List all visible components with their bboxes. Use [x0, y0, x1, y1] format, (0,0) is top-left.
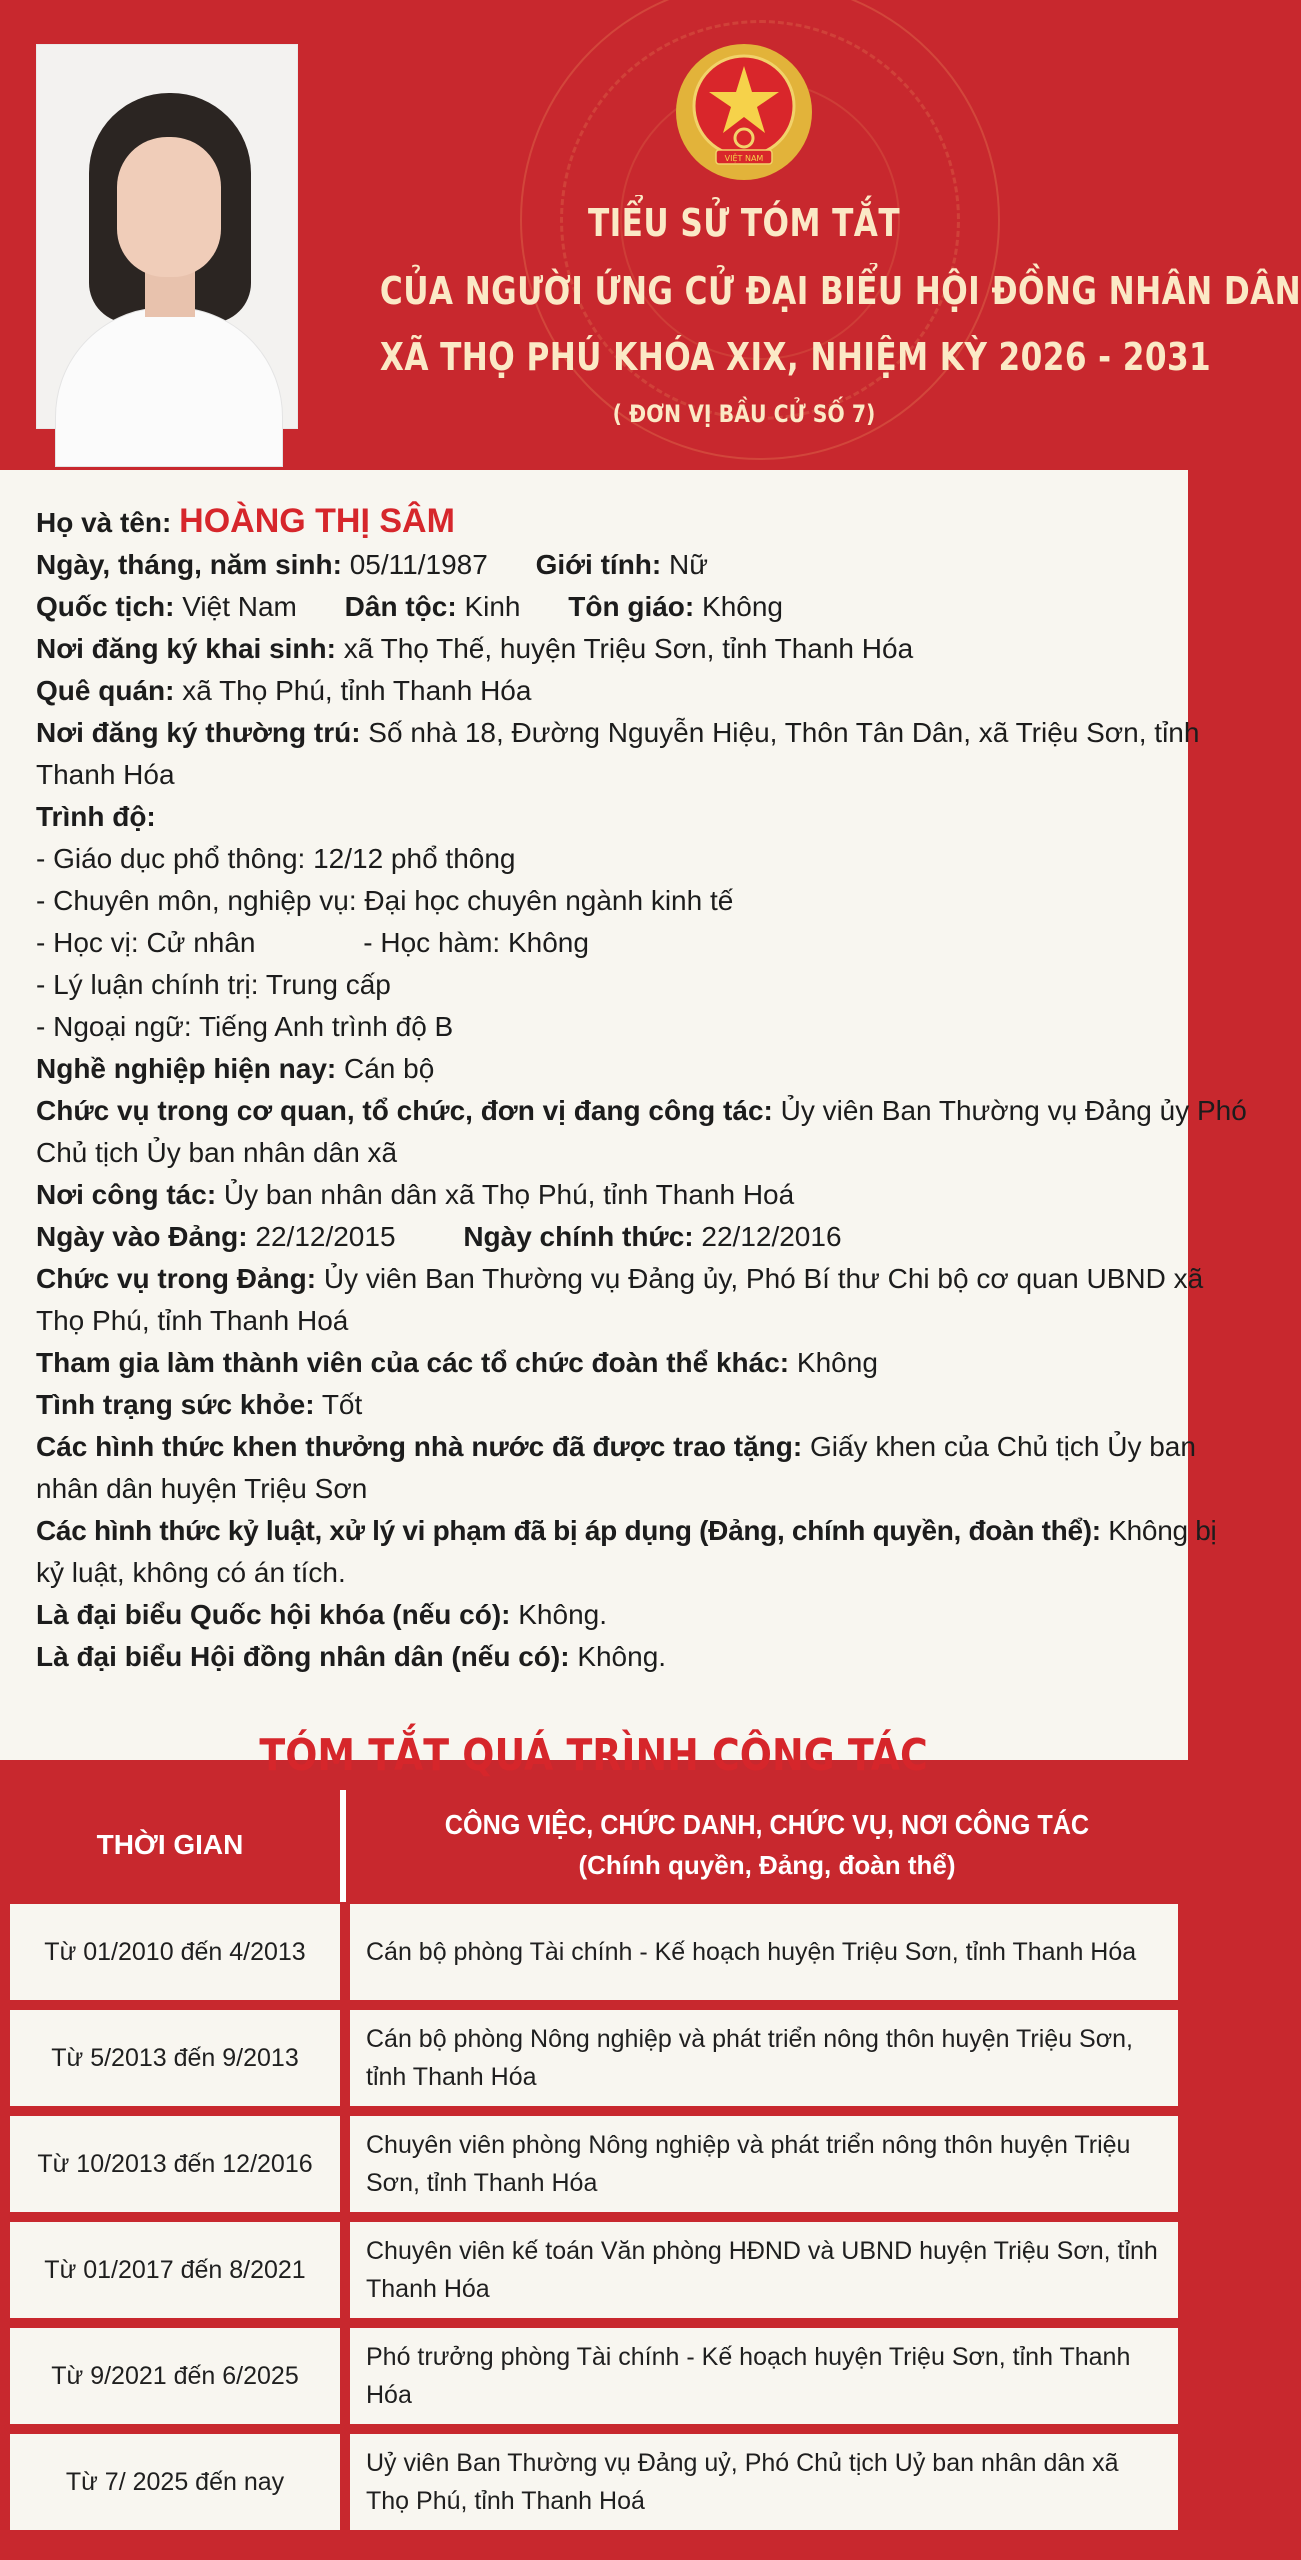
residence-value: Số nhà 18, Đường Nguyễn Hiệu, Thôn Tân Dân, xã Triệu Sơn, tỉnh	[368, 717, 1200, 748]
na-delegate-value: Không.	[518, 1599, 607, 1630]
row-time: Từ 7/ 2025 đến nay	[10, 2434, 340, 2530]
row-description: Phó trưởng phòng Tài chính - Kế hoạch huyện Triệu Sơn, tỉnh Thanh Hóa	[350, 2328, 1178, 2424]
edu-degree: - Học vị: Cử nhân	[36, 927, 256, 958]
party-dates-row	[36, 1216, 1152, 1258]
birthplace-label: Nơi đăng ký khai sinh:	[36, 633, 336, 664]
name-label: Họ và tên:	[36, 507, 172, 538]
party-position-row	[36, 1258, 1204, 1300]
workplace-row	[36, 1174, 1152, 1216]
birthplace-value: xã Thọ Thế, huyện Triệu Sơn, tỉnh Thanh Hóa	[343, 633, 914, 664]
edu-major: - Chuyên môn, nghiệp vụ: Đại học chuyên ngành kinh tế	[36, 885, 734, 916]
row-description: Chuyên viên kế toán Văn phòng HĐND và UBND huyện Triệu Sơn, tỉnh Thanh Hóa	[350, 2222, 1178, 2318]
discipline-row-cont: kỷ luật, không có án tích.	[36, 1557, 346, 1588]
candidate-name: HOÀNG THỊ SÂM	[179, 502, 455, 540]
nationality-label: Quốc tịch:	[36, 591, 175, 622]
birthplace-row	[36, 628, 1152, 670]
hometown-row	[36, 670, 1152, 712]
dob-label: Ngày, tháng, năm sinh:	[36, 549, 342, 580]
candidate-portrait	[36, 44, 298, 429]
column-header-description-title: CÔNG VIỆC, CHỨC DANH, CHỨC VỤ, NƠI CÔNG TÁC	[444, 1809, 1090, 1840]
title-line-3: XÃ THỌ PHÚ KHÓA XIX, NHIỆM KỲ 2026 - 2031	[379, 335, 1212, 379]
pc-delegate-label: Là đại biểu Hội đồng nhân dân (nếu có):	[36, 1641, 570, 1672]
row-description: Chuyên viên phòng Nông nghiệp và phát triển nông thôn huyện Triệu Sơn, tỉnh Thanh Hóa	[350, 2116, 1178, 2212]
awards-row-cont: nhân dân huyện Triệu Sơn	[36, 1473, 368, 1504]
electoral-unit-subtitle: ( ĐƠN VỊ BẦU CỬ SỐ 7)	[612, 400, 876, 428]
table-row	[10, 2116, 1178, 2212]
work-history-title	[0, 1728, 1188, 1784]
discipline-row	[36, 1510, 1217, 1552]
row-description: Cán bộ phòng Tài chính - Kế hoạch huyện Triệu Sơn, tỉnh Thanh Hóa	[350, 1904, 1178, 2000]
party-official-label: Ngày chính thức:	[463, 1221, 694, 1252]
residence-label: Nơi đăng ký thường trú:	[36, 717, 361, 748]
health-row	[36, 1384, 1152, 1426]
row-description: Uỷ viên Ban Thường vụ Đảng uỷ, Phó Chủ tịch Uỷ ban nhân dân xã Thọ Phú, tỉnh Thanh Hoá	[350, 2434, 1178, 2530]
header-banner	[0, 0, 1301, 470]
gender-value: Nữ	[669, 549, 708, 580]
job-label: Nghề nghiệp hiện nay:	[36, 1053, 337, 1084]
name-row	[36, 500, 1152, 544]
edu-language: - Ngoại ngữ: Tiếng Anh trình độ B	[36, 1011, 454, 1042]
row-description: Cán bộ phòng Nông nghiệp và phát triển nông thôn huyện Triệu Sơn, tỉnh Thanh Hóa	[350, 2010, 1178, 2106]
national-emblem-icon	[672, 40, 816, 184]
row-time: Từ 01/2010 đến 4/2013	[10, 1904, 340, 2000]
biography-section	[0, 470, 1247, 1760]
party-join-label: Ngày vào Đảng:	[36, 1221, 248, 1252]
row-time: Từ 5/2013 đến 9/2013	[10, 2010, 340, 2106]
table-row	[10, 2434, 1178, 2530]
awards-label: Các hình thức khen thưởng nhà nước đã được trao tặng:	[36, 1431, 803, 1462]
party-position-value: Ủy viên Ban Thường vụ Đảng ủy, Phó Bí thư Chi bộ cơ quan UBND xã	[323, 1263, 1204, 1294]
residence-row	[36, 712, 1200, 754]
discipline-value: Không bị	[1108, 1515, 1217, 1546]
row-time: Từ 9/2021 đến 6/2025	[10, 2328, 340, 2424]
column-header-time: THỜI GIAN	[96, 1829, 244, 1860]
orgs-value: Không	[796, 1347, 878, 1378]
party-position-label: Chức vụ trong Đảng:	[36, 1263, 317, 1294]
table-row	[10, 2010, 1178, 2106]
edu-general: - Giáo dục phổ thông: 12/12 phổ thông	[36, 843, 516, 874]
row-time: Từ 10/2013 đến 12/2016	[10, 2116, 340, 2212]
ethnic-label: Dân tộc:	[344, 591, 457, 622]
dob-row	[36, 544, 1152, 586]
party-official-value: 22/12/2016	[701, 1221, 842, 1252]
religion-label: Tôn giáo:	[568, 591, 695, 622]
position-row	[36, 1090, 1247, 1132]
religion-value: Không	[702, 591, 783, 622]
hometown-value: xã Thọ Phú, tỉnh Thanh Hóa	[182, 675, 532, 706]
awards-row	[36, 1426, 1196, 1468]
title-line-2: CỦA NGƯỜI ỨNG CỬ ĐẠI BIỂU HỘI ĐỒNG NHÂN DÂN	[379, 269, 1301, 313]
position-value: Ủy viên Ban Thường vụ Đảng ủy Phó	[780, 1095, 1247, 1126]
edu-degree-row	[36, 922, 1152, 964]
party-position-row-cont: Thọ Phú, tỉnh Thanh Hoá	[36, 1305, 349, 1336]
party-join-value: 22/12/2015	[255, 1221, 396, 1252]
job-row	[36, 1048, 1152, 1090]
residence-row-cont: Thanh Hóa	[36, 759, 175, 790]
discipline-label: Các hình thức kỷ luật, xử lý vi phạm đã bị áp dụng (Đảng, chính quyền, đoàn thể):	[36, 1515, 1101, 1546]
edu-title: - Học hàm: Không	[363, 927, 589, 958]
pc-delegate-value: Không.	[577, 1641, 667, 1672]
position-row-cont: Chủ tịch Ủy ban nhân dân xã	[36, 1137, 398, 1168]
column-header-description-sub: (Chính quyền, Đảng, đoàn thể)	[578, 1850, 956, 1880]
awards-value: Giấy khen của Chủ tịch Ủy ban	[809, 1431, 1196, 1462]
table-row	[10, 2328, 1178, 2424]
workplace-value: Ủy ban nhân dân xã Thọ Phú, tỉnh Thanh Hoá	[223, 1179, 795, 1210]
health-value: Tốt	[321, 1389, 363, 1420]
nationality-row	[36, 586, 1152, 628]
gender-label: Giới tính:	[535, 549, 662, 580]
table-row	[10, 2222, 1178, 2318]
na-delegate-row	[36, 1594, 1152, 1636]
row-time: Từ 01/2017 đến 8/2021	[10, 2222, 340, 2318]
position-label: Chức vụ trong cơ quan, tổ chức, đơn vị đang công tác:	[36, 1095, 773, 1126]
ethnic-value: Kinh	[464, 591, 521, 622]
na-delegate-label: Là đại biểu Quốc hội khóa (nếu có):	[36, 1599, 511, 1630]
title-block	[300, 200, 1301, 428]
orgs-label: Tham gia làm thành viên của các tổ chức đoàn thể khác:	[36, 1347, 790, 1378]
page-title: TIỂU SỬ TÓM TẮT	[588, 201, 900, 245]
orgs-row	[36, 1342, 1152, 1384]
job-value: Cán bộ	[344, 1053, 435, 1084]
dob-value: 05/11/1987	[349, 549, 488, 580]
emblem-ribbon-text: VIỆT NAM	[724, 154, 764, 163]
table-row	[10, 1904, 1178, 2000]
column-header-description	[346, 1790, 1188, 1900]
workplace-label: Nơi công tác:	[36, 1179, 217, 1210]
nationality-value: Việt Nam	[182, 591, 297, 622]
work-history-title-text: TÓM TẮT QUÁ TRÌNH CÔNG TÁC	[259, 1730, 929, 1781]
pc-delegate-row	[36, 1636, 1152, 1678]
education-label: Trình độ:	[36, 801, 156, 832]
hometown-label: Quê quán:	[36, 675, 175, 706]
health-label: Tình trạng sức khỏe:	[36, 1389, 315, 1420]
edu-politics: - Lý luận chính trị: Trung cấp	[36, 969, 391, 1000]
work-history-table	[0, 1790, 1188, 2560]
table-header	[0, 1790, 1188, 1900]
